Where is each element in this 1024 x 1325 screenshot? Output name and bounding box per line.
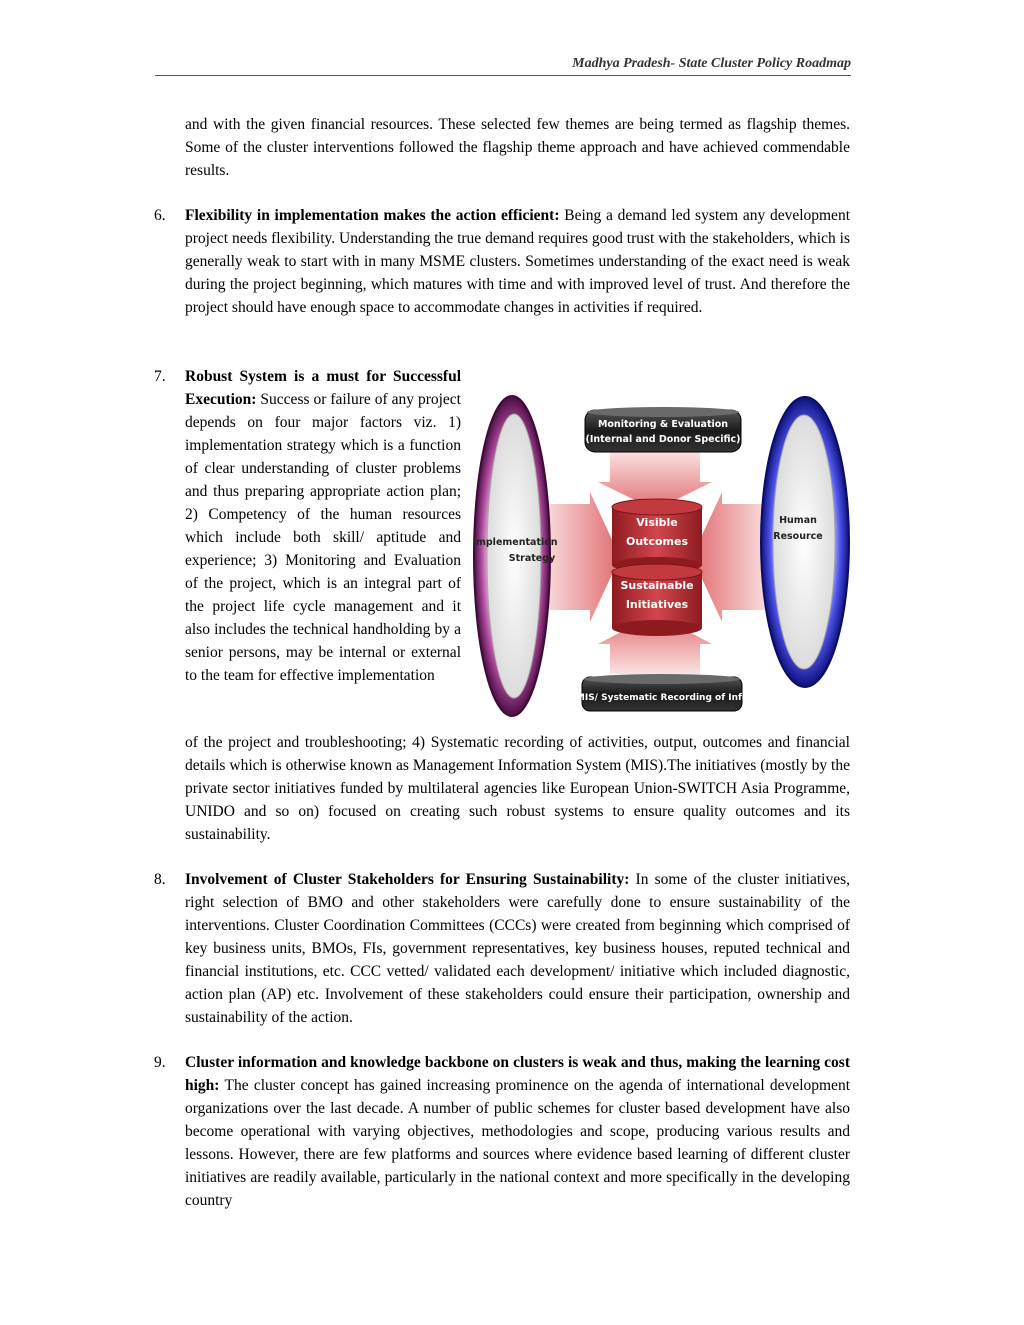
item-6-heading: Flexibility in implementation makes the action efficient: bbox=[185, 207, 560, 224]
item-7-body-full: of the project and troubleshooting; 4) Systematic recording of activities, output, outcomes and financial details which is otherwise known as Management Information System (MIS).The initiatives (mostly by the private sector initiatives funded by multilateral agencies like European Union-SWITCH Asia Programme, UNIDO and so on) focused on creating such robust systems to ensure quality outcomes and its sustainability. bbox=[185, 734, 850, 843]
item-9-number: 9. bbox=[154, 1054, 166, 1071]
left-ring-label-line2: Strategy bbox=[508, 553, 556, 564]
item-9-heading: Cluster information and knowledge backbone on clusters is weak and thus, making the learning cost high: bbox=[185, 1054, 850, 1094]
item-8-body: In some of the cluster initiatives, right selection of BMO and other stakeholders were carefully done to ensure sustainability of the interventions. Cluster Coordination Committees (CCCs) were created from beginning which comprised of key business units, BMOs, FIs, government representatives, key business houses, reputed technical and financial institutions, etc. CCC vetted/ validated each development/ initiative which included diagnostic, action plan (AP) etc. Involvement of these stakeholders could ensure their participation, ownership and sustainability of the action. bbox=[185, 871, 850, 1026]
cylinder-bottom-base bbox=[612, 620, 702, 636]
item-8-heading: Involvement of Cluster Stakeholders for Ensuring Sustainability: bbox=[185, 871, 630, 888]
center-bottom-label-line1: Sustainable bbox=[620, 579, 694, 592]
center-bottom-label-line2: Initiatives bbox=[625, 598, 689, 611]
top-box-label-line2: (Internal and Donor Specific) bbox=[585, 434, 741, 445]
center-top-label-line2: Outcomes bbox=[626, 535, 688, 548]
top-box-label-line1: Monitoring & Evaluation bbox=[597, 419, 729, 430]
item-9-paragraph bbox=[185, 1051, 850, 1212]
item-6-paragraph bbox=[185, 204, 850, 319]
item-8-paragraph bbox=[185, 868, 850, 1029]
right-ring-label-line1: Human bbox=[779, 515, 817, 526]
bottom-box-cap bbox=[584, 674, 740, 684]
item-7-heading: Robust System is a must for Successful Execution: bbox=[185, 368, 461, 408]
top-box-cap bbox=[587, 407, 739, 417]
cylinder-top-cap bbox=[612, 499, 702, 515]
item-8-number: 8. bbox=[154, 871, 166, 888]
item-7-body-wrap: Success or failure of any project depends on four major factors viz. 1) implementation strategy which is a function of clear understanding of cluster problems and thus preparing appropriate action plan; 2) Competency of the human resources which include both skill/ aptitude and experience; 3) Monitoring and Evaluation of the project, which is an integral part of the project life cycle management and it also includes the technical handholding by a senior persons, may be internal or external to the team for effective implementation bbox=[185, 391, 461, 684]
bottom-box-label: MIS/ Systematic Recording of Info bbox=[575, 693, 749, 703]
item-6-number: 6. bbox=[154, 207, 166, 224]
header-rule bbox=[155, 75, 851, 76]
cylinder-bottom-cap bbox=[612, 564, 702, 580]
diagram-svg bbox=[470, 392, 850, 722]
arrow-right-to-center bbox=[692, 492, 770, 622]
center-top-label-line1: Visible bbox=[636, 516, 678, 529]
right-ring-inner bbox=[773, 415, 835, 669]
running-header: Madhya Pradesh- State Cluster Policy Roadmap bbox=[572, 56, 851, 71]
item-6-body: Being a demand led system any development project needs flexibility. Understanding the true demand requires good trust with the stakeholders, which is generally weak to start with in many MSME clusters. Sometimes understanding of the exact need is weak during the project beginning, which matures with time and with improved level of trust. And therefore the project should have enough space to accommodate changes in activities if required. bbox=[185, 207, 850, 316]
item-9-body: The cluster concept has gained increasing prominence on the agenda of international development organizations over the last decade. A number of public schemes for cluster based development have also become operational with varying objectives, methodologies and scope, producing various results and lessons. However, there are few platforms and sources where evidence based learning of different cluster initiatives are readily available, particularly in the national context and more specifically in the developing country bbox=[185, 1077, 850, 1209]
item-7-wrap-paragraph bbox=[185, 365, 461, 687]
intro-paragraph: and with the given financial resources. These selected few themes are being termed as flagship themes. Some of the cluster interventions followed the flagship theme approach and have achieved commendable results. bbox=[185, 116, 850, 179]
robust-system-diagram bbox=[470, 392, 850, 722]
left-ring-label-line1: Implementation bbox=[472, 537, 558, 548]
right-ring-label-line2: Resource bbox=[773, 531, 823, 542]
item-7-number: 7. bbox=[154, 368, 166, 385]
